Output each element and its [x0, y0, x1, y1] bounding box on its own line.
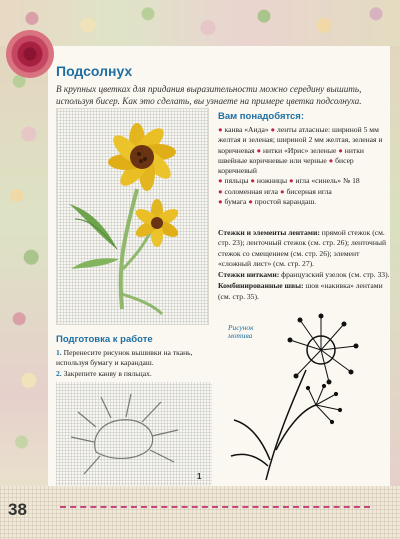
materials-list — [218, 125, 390, 207]
decorative-border-left — [0, 46, 48, 486]
bullet-icon: ● — [250, 176, 257, 186]
sunflower-photo — [56, 108, 209, 325]
rose-ornament — [6, 30, 54, 78]
material-item: простой карандаш. — [254, 197, 317, 207]
combined-stitches-paragraph — [218, 281, 390, 302]
step-number: 1. — [56, 348, 62, 357]
material-item: бумага — [224, 197, 249, 207]
bullet-icon: ● — [328, 155, 336, 165]
material-item: соломенная игла — [224, 186, 280, 196]
material-item: бисерная игла — [286, 186, 332, 196]
bullet-icon: ● — [218, 176, 225, 186]
sketch-drawing — [56, 382, 212, 486]
decorative-stitch-line — [60, 506, 370, 508]
material-item: ножницы — [256, 176, 289, 186]
techniques-block — [218, 228, 390, 303]
intro-text: В крупных цветках для придания выразительности можно середину вышить, используя бисер. Как это сделать, вы узнаете на примере цветка подсолнуха. — [56, 84, 362, 106]
combined-stitches-text: шов «накивка» лентами (см. стр. 35). — [218, 281, 383, 301]
material-item: нитки швейные коричневые или черные — [218, 145, 364, 165]
step-text: Закрепите канву в пяльцах. — [61, 368, 152, 378]
material-item: бисер коричневый — [218, 155, 354, 176]
material-item: канва «Аида» — [224, 125, 271, 134]
combined-stitches-label: Комбинированные швы: — [218, 281, 304, 291]
thread-stitches-label: Стежки нитками: — [218, 270, 280, 280]
decorative-border-right — [390, 46, 400, 486]
bullet-icon: ● — [248, 197, 255, 207]
pattern-label: Рисунок мотива — [228, 323, 254, 340]
bullet-icon: ● — [289, 176, 296, 186]
bullet-icon: ● — [218, 125, 225, 134]
ribbon-stitches-paragraph — [218, 228, 390, 269]
bullet-icon: ● — [218, 186, 225, 196]
sketch-number: 1 — [197, 472, 202, 481]
bullet-icon: ● — [218, 197, 225, 207]
material-item: ленты атласные: шириной 5 мм желтая и зеленая; шириной 2 мм желтая, зеленая и коричневая — [218, 125, 383, 155]
canvas-fabric-strip — [0, 486, 400, 539]
bullet-icon: ● — [279, 186, 287, 196]
materials-heading: Вам понадобятся: — [218, 111, 305, 122]
ribbon-stitches-label: Стежки и элементы лентами: — [218, 228, 320, 237]
thread-stitches-paragraph — [218, 270, 390, 280]
bullet-icon: ● — [338, 145, 345, 155]
transferred-sketch-photo — [56, 382, 212, 486]
material-item: игла «синель» № 18 — [295, 176, 360, 186]
thread-stitches-text: французский узелок (см. стр. 33). — [279, 270, 390, 280]
preparation-heading: Подготовка к работе — [56, 334, 153, 345]
ribbon-stitches-text: прямой стежок (см. стр. 23); ленточный стежок (см. стр. 26); ленточный стежок со смещением (см. стр. 26); элемент «сложный лист» (см. стр. 27). — [218, 228, 387, 268]
step-text: Перенесите рисунок вышивки на ткань, используя бумагу и карандаш. — [56, 348, 193, 368]
sunflower-embroidery-image — [57, 109, 208, 324]
bullet-icon: ● — [256, 145, 263, 155]
motif-pattern-drawing — [226, 310, 390, 486]
material-item: нитки «Ирис» зеленые — [262, 145, 339, 155]
step-1 — [56, 348, 216, 369]
decorative-border-top — [0, 0, 400, 46]
bullet-icon: ● — [270, 125, 278, 134]
step-2 — [56, 369, 216, 379]
step-number: 2. — [56, 368, 62, 378]
page-title: Подсолнух — [56, 63, 133, 79]
preparation-steps — [56, 348, 216, 379]
page-number: 38 — [8, 500, 27, 519]
material-item: пяльцы — [224, 176, 251, 186]
